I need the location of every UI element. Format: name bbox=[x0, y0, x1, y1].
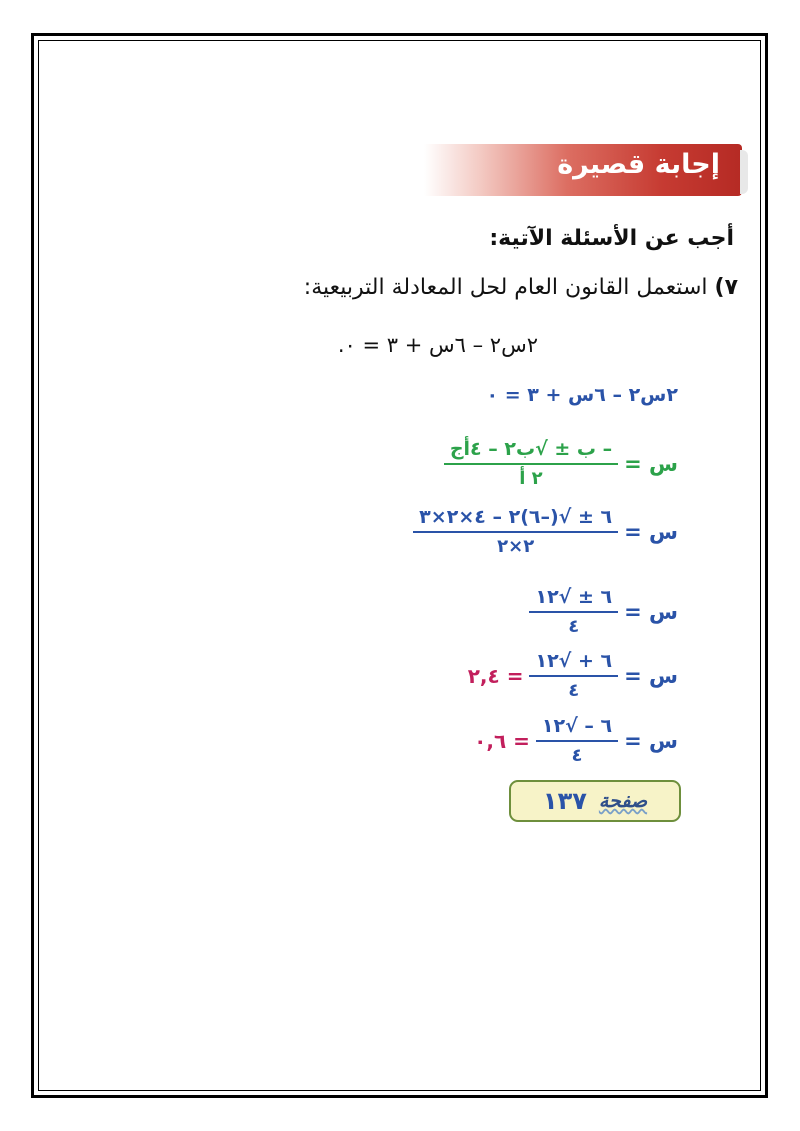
fraction-numerator: ٦ – √١٢ bbox=[536, 715, 618, 742]
solution-step-4 bbox=[529, 586, 678, 637]
simplified-fraction bbox=[529, 586, 618, 637]
solution-step-5 bbox=[468, 650, 678, 701]
substitution-fraction bbox=[413, 506, 618, 557]
page-reference-badge bbox=[509, 780, 681, 822]
root-fraction bbox=[529, 650, 618, 701]
section-title: إجابة قصيرة bbox=[557, 149, 720, 180]
fraction-numerator: ٦ ± √١٢ bbox=[529, 586, 618, 613]
solution-step-3 bbox=[413, 506, 678, 557]
fraction-numerator: ٦ ± √(–٦)٢ – ٤×٢×٣ bbox=[413, 506, 618, 533]
section-banner bbox=[424, 144, 742, 196]
instructions: أجب عن الأسئلة الآتية: bbox=[489, 226, 734, 251]
inner-border bbox=[38, 40, 761, 1091]
variable-label: س = bbox=[624, 663, 678, 688]
variable-label: س = bbox=[624, 451, 678, 476]
fraction-numerator: – ب ± √ب٢ – ٤أج bbox=[444, 438, 618, 465]
solution-step-1 bbox=[486, 384, 678, 406]
quadratic-formula-fraction bbox=[444, 438, 618, 489]
question-number: ٧) bbox=[714, 275, 738, 300]
root-value: = ٠,٦ bbox=[474, 728, 530, 753]
solution-step-6 bbox=[474, 715, 678, 766]
variable-label: س = bbox=[624, 728, 678, 753]
question-text: استعمل القانون العام لحل المعادلة التربيعية: bbox=[303, 275, 708, 300]
variable-label: س = bbox=[624, 519, 678, 544]
solution-step-2 bbox=[444, 438, 678, 489]
page-label: صفحة bbox=[598, 790, 648, 812]
fraction-denominator: ٤ bbox=[571, 745, 583, 766]
fraction-denominator: ٤ bbox=[568, 680, 580, 701]
page-number: ١٣٧ bbox=[542, 787, 587, 815]
step-1-text: ٢س٢ – ٦س + ٣ = ٠ bbox=[486, 384, 678, 406]
variable-label: س = bbox=[624, 599, 678, 624]
fraction-denominator: ٢ أ bbox=[519, 468, 543, 489]
question-7 bbox=[304, 275, 738, 300]
root-value: = ٢,٤ bbox=[467, 663, 524, 688]
fraction-denominator: ٢×٢ bbox=[497, 536, 535, 557]
given-equation: ٢س٢ – ٦س + ٣ = ٠. bbox=[337, 333, 538, 357]
fraction-denominator: ٤ bbox=[568, 616, 580, 637]
root-fraction bbox=[536, 715, 618, 766]
fraction-numerator: ٦ + √١٢ bbox=[529, 650, 618, 677]
